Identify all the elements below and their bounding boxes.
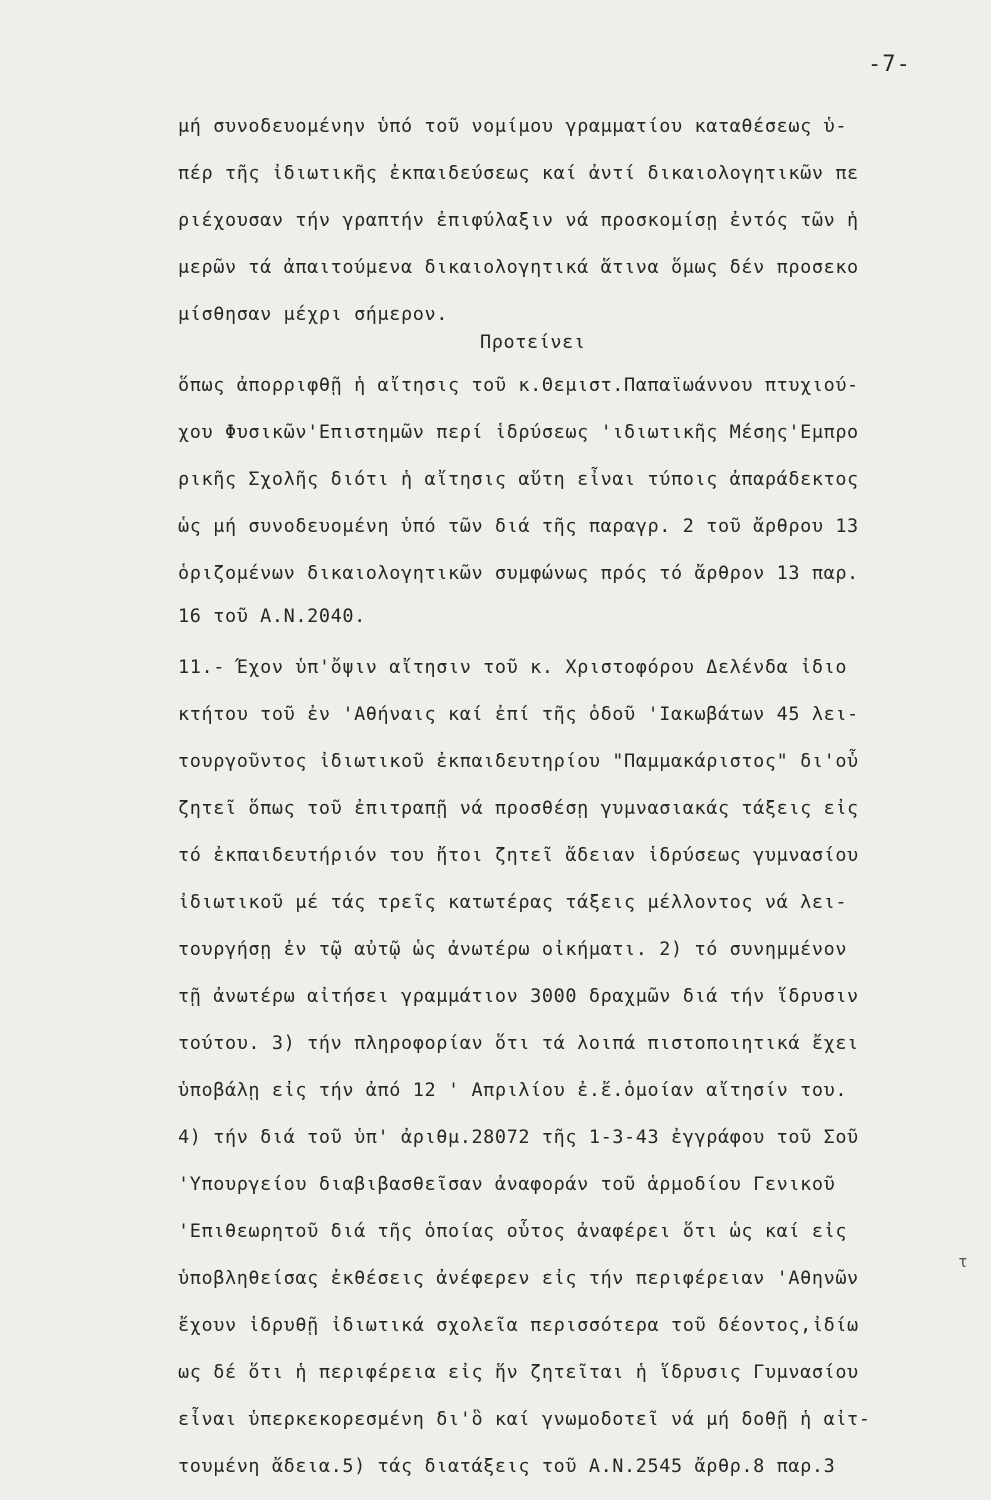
margin-mark: τ [958,1252,968,1271]
text-line: τούτου. 3) τήν πληροφορίαν ὅτι τά λοιπά πιστοποιητικά ἔχει [178,1033,859,1054]
text-line: κτήτου τοῦ ἐν 'Αθήναις καί ἐπί τῆς ὁδοῦ 'Ιακωβάτων 45 λει- [178,704,859,725]
text-line: τουργοῦντος ἰδιωτικοῦ ἐκπαιδευτηρίου "Παμμακάριστος" δι'οὗ [178,751,859,772]
text-line: τουργήσῃ ἐν τῷ αὐτῷ ὡς ἀνωτέρω οἰκήματι. 2) τό συνημμένον [178,939,848,960]
text-line: ζητεῖ ὅπως τοῦ ἐπιτραπῇ νά προσθέσῃ γυμνασιακάς τάξεις εἰς [178,798,859,819]
text-line: εἶναι ὑπερκεκορεσμένη δι'ὃ καί γνωμοδοτεῖ νά μή δοθῇ ἡ αἰτ- [178,1409,871,1430]
text-line: ὁριζομένων δικαιολογητικῶν συμφώνως πρός τό ἄρθρον 13 παρ. [178,563,859,584]
text-line: ως δέ ὅτι ἡ περιφέρεια εἰς ἥν ζητεῖται ἡ ἵδρυσις Γυμνασίου [178,1362,859,1383]
text-line: μίσθησαν μέχρι σήμερον. [178,304,448,325]
section-heading: Προτείνει [480,332,586,353]
text-line: ὅπως ἀπορριφθῇ ἡ αἴτησις τοῦ κ.Θεμιστ.Παπαϊωάννου πτυχιού- [178,375,859,396]
text-line: 'Υπουργείου διαβιβασθεῖσαν ἀναφοράν τοῦ ἁρμοδίου Γενικοῦ [178,1174,836,1195]
text-line: τῇ ἀνωτέρω αἰτήσει γραμμάτιον 3000 δραχμῶν διά τήν ἵδρυσιν [178,986,859,1007]
text-line: ἰδιωτικοῦ μέ τάς τρεῖς κατωτέρας τάξεις μέλλοντος νά λει- [178,892,848,913]
text-line: 11.- Έχον ὑπ'ὄψιν αἴτησιν τοῦ κ. Χριστοφόρου Δελένδα ἰδιο [178,657,848,678]
text-line: ὑποβάλῃ εἰς τήν ἀπό 12 ' Απριλίου ἐ.ἔ.ὁμοίαν αἴτησίν του. [178,1080,848,1101]
text-line: ὑποβληθείσας ἐκθέσεις ἀνέφερεν εἰς τήν περιφέρειαν 'Αθηνῶν [178,1268,859,1289]
text-line: μή συνοδευομένην ὑπό τοῦ νομίμου γραμματίου καταθέσεως ὑ- [178,116,848,137]
text-line: πέρ τῆς ἰδιωτικῆς ἐκπαιδεύσεως καί ἀντί δικαιολογητικῶν πε [178,163,859,184]
text-line: ρικῆς Σχολῆς διότι ἡ αἴτησις αὕτη εἶναι τύποις ἀπαράδεκτος [178,469,859,490]
text-line: τό ἐκπαιδευτήριόν του ἤτοι ζητεῖ ἄδειαν ἱδρύσεως γυμνασίου [178,845,859,866]
text-line: ριέχουσαν τήν γραπτήν ἐπιφύλαξιν νά προσκομίσῃ ἐντός τῶν ἡ [178,210,859,231]
text-line: τουμένη ἄδεια.5) τάς διατάξεις τοῦ Α.Ν.2545 ἄρθρ.8 παρ.3 [178,1456,836,1477]
text-line: χου Φυσικῶν'Επιστημῶν περί ἱδρύσεως 'ιδιωτικῆς Μέσης'Εμπρο [178,422,859,443]
text-line: ἔχουν ἱδρυθῇ ἰδιωτικά σχολεῖα περισσότερα τοῦ δέοντος,ἰδίω [178,1315,859,1336]
text-line: ὡς μή συνοδευομένη ὑπό τῶν διά τῆς παραγρ. 2 τοῦ ἄρθρου 13 [178,516,859,537]
page-number: -7- [868,52,911,77]
text-line: 16 τοῦ Α.Ν.2040. [178,606,366,627]
text-line: 4) τήν διά τοῦ ὑπ' ἀριθμ.28072 τῆς 1-3-43 ἐγγράφου τοῦ Σοῦ [178,1127,859,1148]
text-line: μερῶν τά ἀπαιτούμενα δικαιολογητικά ἅτινα ὅμως δέν προσεκο [178,257,859,278]
text-line: 'Επιθεωρητοῦ διά τῆς ὁποίας οὗτος ἀναφέρει ὅτι ὡς καί εἰς [178,1221,848,1242]
